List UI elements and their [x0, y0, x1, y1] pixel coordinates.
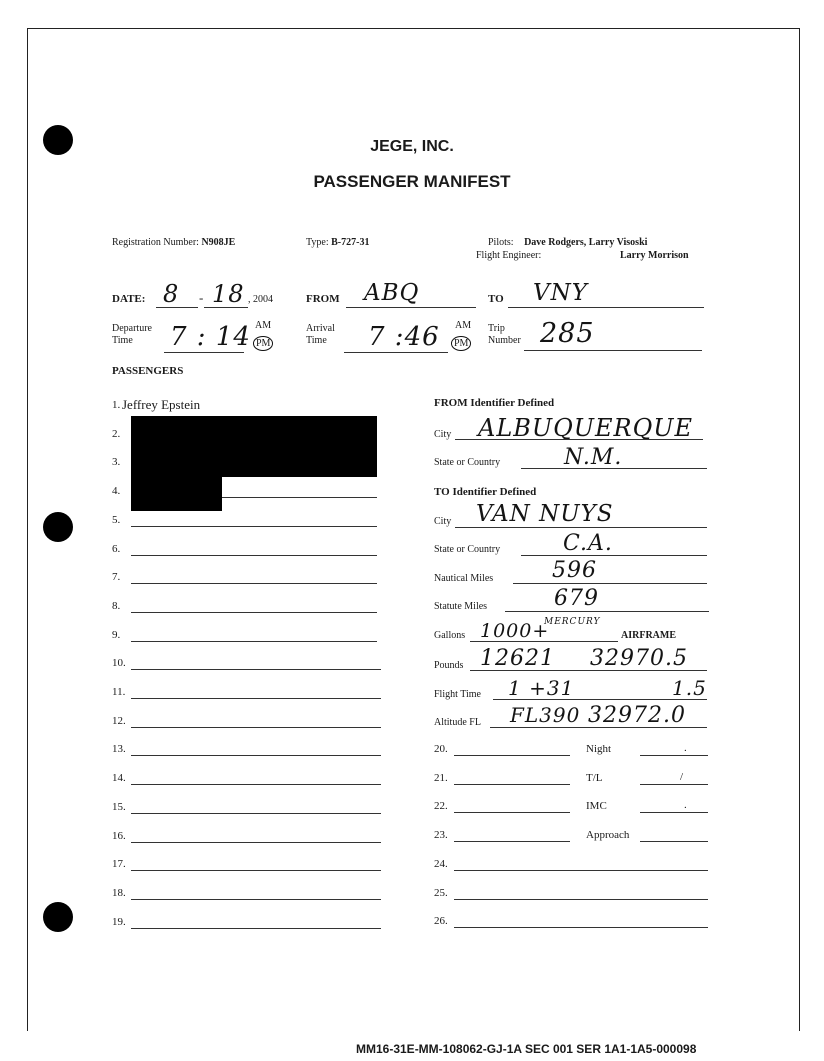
registration-value: N908JE — [201, 237, 236, 248]
extra-row-line — [454, 812, 570, 813]
extra-row-number: 22. — [434, 800, 448, 812]
company-name: JEGE, INC. — [370, 138, 454, 155]
gallons-note: MERCURY — [544, 617, 601, 627]
nautical-miles-value: 596 — [552, 558, 597, 583]
passenger-number: 1. — [112, 399, 121, 411]
extra-row-field: Night — [586, 743, 612, 755]
passenger-name-line — [131, 669, 381, 670]
departure-label-line2: Time — [112, 335, 133, 346]
airframe-label: AIRFRAME — [621, 630, 676, 641]
punch-hole-middle — [43, 512, 73, 542]
extra-row-field: IMC — [586, 800, 607, 812]
departure-pm-circled: PM — [253, 336, 273, 351]
extra-row-line — [454, 927, 708, 928]
passenger-number: 15. — [112, 801, 126, 813]
extra-row-value-line — [640, 841, 708, 842]
extra-row-field: Approach — [586, 829, 630, 841]
to-city-label: City — [434, 516, 452, 527]
registration-field — [112, 237, 235, 248]
date-month: 8 — [163, 280, 180, 308]
extra-row-field: T/L — [586, 772, 603, 784]
from-state-line — [521, 468, 707, 469]
type-field — [306, 237, 369, 248]
from-value: ABQ — [364, 280, 420, 306]
departure-label — [112, 323, 152, 347]
statute-miles-value: 679 — [554, 586, 599, 611]
date-dash: - — [199, 290, 204, 305]
passenger-number: 16. — [112, 830, 126, 842]
passenger-name-line — [131, 526, 377, 527]
pilots-field — [488, 237, 647, 248]
extra-row-value-line — [640, 784, 708, 785]
flight-time-line — [493, 699, 707, 700]
flight-time-label: Flight Time — [434, 689, 481, 700]
extra-row-value-line — [640, 755, 708, 756]
altitude-line — [490, 727, 707, 728]
extra-row-line — [454, 899, 708, 900]
from-city-label: City — [434, 429, 452, 440]
to-state-value: C.A. — [563, 531, 613, 556]
type-value: B-727-31 — [331, 237, 370, 248]
from-city-value: ALBUQUERQUE — [478, 414, 694, 442]
from-state-value: N.M. — [564, 445, 623, 470]
arrival-time-value: 7 :46 — [368, 322, 440, 352]
pilots-value: Dave Rodgers, Larry Visoski — [524, 237, 648, 248]
pounds-value: 12621 — [480, 646, 555, 671]
extra-row-number: 25. — [434, 887, 448, 899]
redaction-block-large — [131, 416, 377, 477]
gallons-label: Gallons — [434, 630, 466, 641]
statute-miles-line — [505, 611, 709, 612]
passenger-name-line — [131, 928, 381, 929]
flight-engineer-value: Larry Morrison — [620, 250, 689, 261]
to-value: VNY — [533, 280, 588, 306]
passenger-number: 9. — [112, 629, 121, 641]
to-state-label: State or Country — [434, 544, 501, 555]
passenger-number: 18. — [112, 887, 126, 899]
passenger-name-line — [131, 813, 381, 814]
passenger-number: 12. — [112, 715, 126, 727]
date-month-line — [156, 307, 198, 308]
nautical-miles-label: Nautical Miles — [434, 573, 494, 584]
passenger-name-line — [131, 698, 381, 699]
altitude-label: Altitude FL — [434, 717, 481, 728]
passenger-number: 8. — [112, 600, 121, 612]
to-city-line — [455, 527, 707, 528]
date-day-line — [204, 307, 248, 308]
altitude-airframe-value: 32972.0 — [588, 703, 686, 728]
punch-hole-bottom — [43, 902, 73, 932]
from-state-label: State or Country — [434, 457, 501, 468]
passenger-number: 19. — [112, 916, 126, 928]
arrival-line — [344, 352, 448, 353]
date-year: , 2004 — [248, 294, 273, 305]
extra-row-number: 24. — [434, 858, 448, 870]
passenger-name-line — [131, 727, 381, 728]
to-line — [508, 307, 704, 308]
gallons-value: 1000+ — [480, 620, 550, 642]
passenger-name-line — [131, 899, 381, 900]
passenger-name-line — [131, 842, 381, 843]
passenger-number: 6. — [112, 543, 121, 555]
from-identifier-heading: FROM Identifier Defined — [434, 397, 555, 409]
to-city-value: VAN NUYS — [476, 501, 614, 527]
passenger-name-line — [131, 555, 377, 556]
extra-row-line — [454, 870, 708, 871]
extra-row-separator: . — [684, 742, 687, 754]
extra-row-number: 20. — [434, 743, 448, 755]
type-label: Type: — [306, 237, 329, 248]
departure-am: AM — [255, 320, 272, 331]
pounds-label: Pounds — [434, 660, 464, 671]
passenger-name-line — [131, 612, 377, 613]
extra-row-separator: / — [680, 771, 684, 783]
from-label: FROM — [306, 293, 340, 305]
flight-time-airframe-value: 1.5 — [672, 676, 707, 700]
arrival-label-line2: Time — [306, 335, 327, 346]
extra-row-number: 23. — [434, 829, 448, 841]
extra-row-line — [454, 755, 570, 756]
extra-row-line — [454, 841, 570, 842]
redaction-block-small — [131, 477, 222, 511]
departure-line — [164, 352, 244, 353]
departure-time-value: 7 : 14 — [170, 322, 251, 352]
pilots-label: Pilots: — [488, 237, 514, 248]
passenger-number: 17. — [112, 858, 126, 870]
from-city-line — [455, 439, 703, 440]
extra-row-separator: . — [684, 799, 687, 811]
pounds-line — [470, 670, 707, 671]
passenger-number: 14. — [112, 772, 126, 784]
trip-label-line1: Trip — [488, 323, 505, 334]
arrival-am: AM — [455, 320, 472, 331]
altitude-value: FL390 — [510, 703, 581, 727]
registration-label: Registration Number: — [112, 237, 199, 248]
trip-line — [524, 350, 702, 351]
passenger-name-line — [131, 755, 381, 756]
arrival-label-line1: Arrival — [306, 323, 335, 334]
passenger-name-line — [131, 583, 377, 584]
form-title: PASSENGER MANIFEST — [313, 172, 511, 191]
passenger-number: 4. — [112, 485, 121, 497]
to-label: TO — [488, 293, 504, 305]
nautical-miles-line — [513, 583, 707, 584]
passenger-number: 11. — [112, 686, 126, 698]
extra-row-number: 26. — [434, 915, 448, 927]
passenger-number: 7. — [112, 571, 121, 583]
passengers-heading: PASSENGERS — [112, 365, 184, 377]
passenger-name-line — [131, 870, 381, 871]
trip-label — [488, 323, 521, 347]
trip-label-line2: Number — [488, 335, 521, 346]
arrival-pm — [451, 336, 471, 351]
statute-miles-label: Statute Miles — [434, 601, 488, 612]
departure-pm — [253, 336, 273, 351]
flight-time-value: 1 +31 — [508, 676, 575, 700]
flight-engineer-label: Flight Engineer: — [476, 250, 542, 261]
extra-row-line — [454, 784, 570, 785]
to-identifier-heading: TO Identifier Defined — [434, 486, 537, 498]
date-label: DATE: — [112, 293, 146, 305]
passenger-number: 13. — [112, 743, 126, 755]
extra-row-number: 21. — [434, 772, 448, 784]
passenger-number: 2. — [112, 428, 121, 440]
pounds-airframe-value: 32970.5 — [590, 646, 688, 671]
extra-row-value-line — [640, 812, 708, 813]
passenger-name-line — [131, 784, 381, 785]
departure-label-line1: Departure — [112, 323, 152, 334]
passenger-name: Jeffrey Epstein — [122, 397, 201, 412]
trip-number-value: 285 — [540, 318, 595, 349]
passenger-number: 3. — [112, 456, 121, 468]
from-line — [346, 307, 476, 308]
to-state-line — [521, 555, 707, 556]
bates-number: MM16-31E-MM-108062-GJ-1A SEC 001 SER 1A1-1A5-000098 — [356, 1042, 697, 1056]
arrival-pm-circled: PM — [451, 336, 471, 351]
passenger-name-line — [131, 641, 377, 642]
arrival-label — [306, 323, 335, 347]
passenger-number: 10. — [112, 657, 126, 669]
gallons-line — [470, 641, 618, 642]
passenger-number: 5. — [112, 514, 121, 526]
date-day: 18 — [212, 280, 245, 308]
